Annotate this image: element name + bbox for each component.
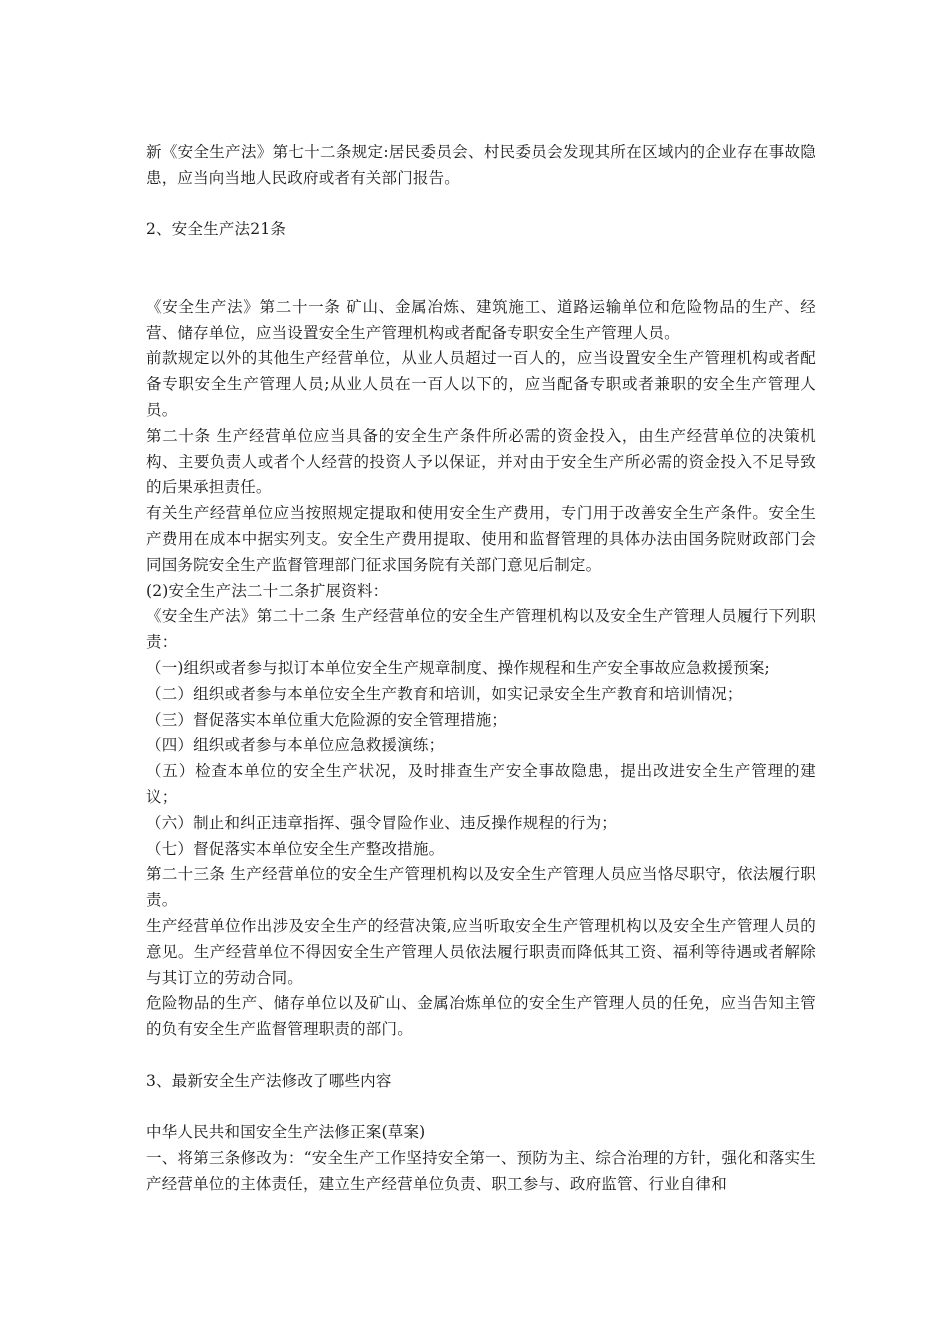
amendment-title: 中华人民共和国安全生产法修正案(草案) bbox=[146, 1123, 426, 1142]
spacer bbox=[146, 243, 816, 269]
intro-paragraph: 新《安全生产法》第七十二条规定:居民委员会、村民委员会发现其所在区域内的企业存在事故隐患，应当向当地人民政府或者有关部门报告。 bbox=[146, 143, 816, 187]
spacer bbox=[146, 269, 816, 295]
amendment-item-1: 一、将第三条修改为：“安全生产工作坚持安全第一、预防为主、综合治理的方针，强化和落实生产经营单位的主体责任，建立生产经营单位负责、职工参与、政府监管、行业自律和 bbox=[146, 1149, 816, 1193]
duty-item-3: （三）督促落实本单位重大危险源的安全管理措施； bbox=[146, 710, 508, 729]
duty-item-6: （六）制止和纠正违章指挥、强令冒险作业、违反操作规程的行为； bbox=[146, 813, 618, 832]
duty-item-2: （二）组织或者参与本单位安全生产教育和培训，如实记录安全生产教育和培训情况； bbox=[146, 684, 743, 703]
duty-item-1: （一)组织或者参与拟订本单位安全生产规章制度、操作规程和生产安全事故应急救援预案; bbox=[146, 658, 770, 677]
article-20-paragraph: 第二十条 生产经营单位应当具备的安全生产条件所必需的资金投入，由生产经营单位的决策机构、主要负责人或者个人经营的投资人予以保证，并对由于安全生产所必需的资金投入不足导致的后果承担责任。 bbox=[146, 426, 816, 497]
section-2-heading: 2、安全生产法21条 bbox=[146, 220, 287, 239]
article-23-paragraph-2: 生产经营单位作出涉及安全生产的经营决策,应当听取安全生产管理机构以及安全生产管理人员的意见。生产经营单位不得因安全生产管理人员依法履行职责而降低其工资、福利等待遇或者解除与其订立的劳动合同。 bbox=[146, 916, 816, 987]
spacer bbox=[146, 1094, 816, 1120]
extension-label: (2)安全生产法二十二条扩展资料： bbox=[146, 581, 389, 600]
duty-item-7: （七）督促落实本单位安全生产整改措施。 bbox=[146, 839, 445, 858]
article-20-paragraph-2: 有关生产经营单位应当按照规定提取和使用安全生产费用，专门用于改善安全生产条件。安全生产费用在成本中据实列支。安全生产费用提取、使用和监督管理的具体办法由国务院财政部门会同国务院安全生产监督管理部门征求国务院有关部门意见后制定。 bbox=[146, 504, 816, 574]
duty-item-5: （五）检查本单位的安全生产状况，及时排查生产安全事故隐患，提出改进安全生产管理的建议； bbox=[146, 762, 816, 806]
duty-item-4: （四）组织或者参与本单位应急救援演练； bbox=[146, 736, 445, 755]
spacer bbox=[146, 1043, 816, 1069]
document-page bbox=[146, 140, 816, 1198]
article-21-paragraph-2: 前款规定以外的其他生产经营单位，从业人员超过一百人的，应当设置安全生产管理机构或者配备专职安全生产管理人员;从业人员在一百人以下的，应当配备专职或者兼职的安全生产管理人员。 bbox=[146, 349, 816, 419]
article-23-paragraph: 第二十三条 生产经营单位的安全生产管理机构以及安全生产管理人员应当恪尽职守，依法履行职责。 bbox=[146, 865, 816, 910]
article-22-paragraph: 《安全生产法》第二十二条 生产经营单位的安全生产管理机构以及安全生产管理人员履行下列职责： bbox=[146, 607, 816, 652]
article-23-paragraph-3: 危险物品的生产、储存单位以及矿山、金属冶炼单位的安全生产管理人员的任免，应当告知主管的负有安全生产监督管理职责的部门。 bbox=[146, 994, 816, 1039]
section-3-heading: 3、最新安全生产法修改了哪些内容 bbox=[146, 1071, 392, 1090]
spacer bbox=[146, 192, 816, 218]
article-21-paragraph: 《安全生产法》第二十一条 矿山、金属冶炼、建筑施工、道路运输单位和危险物品的生产、经营、储存单位，应当设置安全生产管理机构或者配备专职安全生产管理人员。 bbox=[146, 297, 816, 342]
